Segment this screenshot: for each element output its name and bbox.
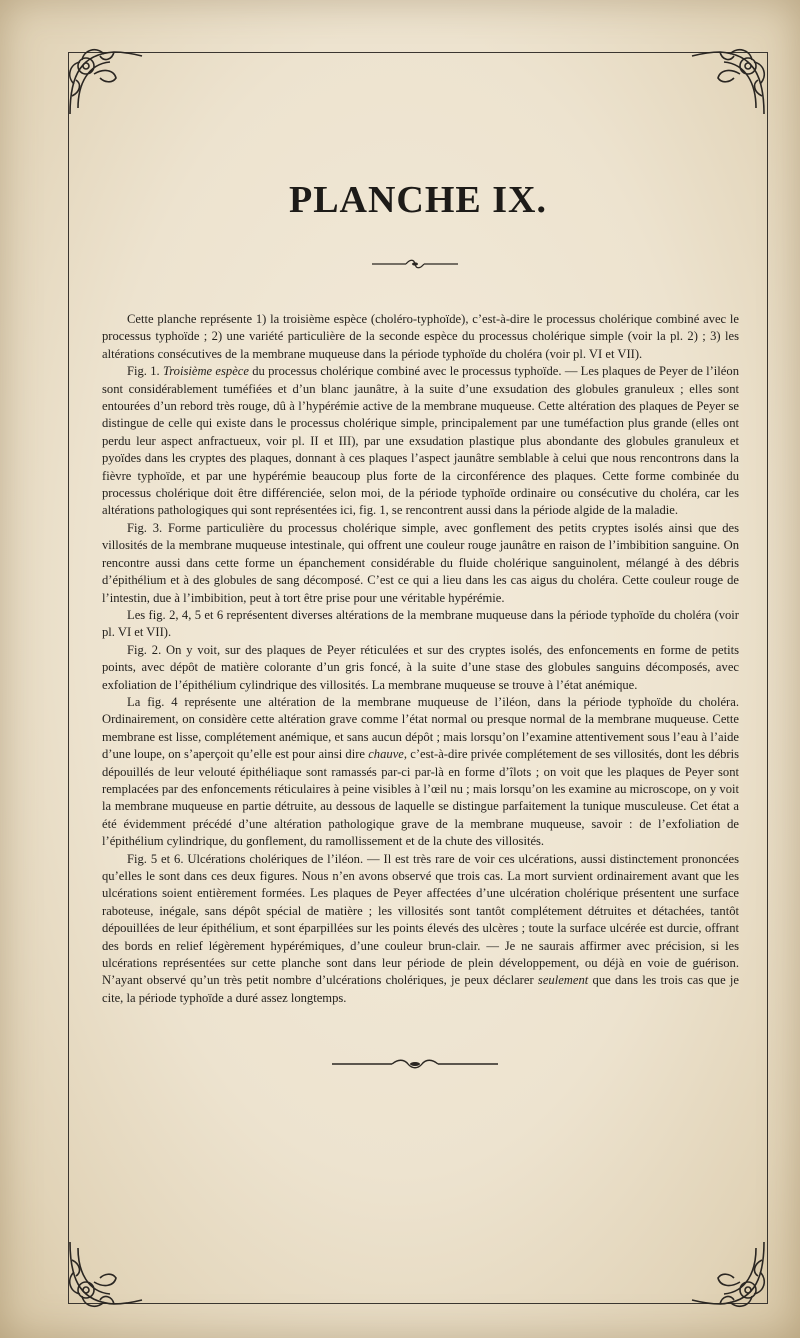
body-paragraph	[102, 694, 739, 851]
paragraph-text: Fig. 2. On y voit, sur des plaques de Peyer réticulées et sur des cryptes isolés, des enfoncements en forme de petits points, avec dépôt de matière colorante d’un gris foncé, à la suite d’une stase des globules sanguins décomposés, avec exfoliation de l’épithélium cylindrique des villosités. La membrane muqueuse se trouve à l’état anémique.	[102, 642, 739, 692]
body-paragraph	[102, 642, 739, 694]
body-text	[102, 311, 739, 1007]
paragraph-text: que dans les trois cas que je cite, la période typhoïde a duré assez longtemps.	[102, 973, 740, 1005]
paragraph-text: du processus cholérique combiné avec le processus typhoïde. — Les plaques de Peyer de l’iléon sont considérablement tuméfiées et d’un blanc jaunâtre, à la suite d’une exsudation des globules granuleux ; elles sont entourées d’un rebord très rouge, dû à l’hypérémie active de la membrane muqueuse. Cette altération des plaques de Peyer se distingue de celle qui existe dans le processus cholérique simple, principalement par une tuméfaction plus grande (elles ont perdu leur aspect anfractueux, voir pl. II et III), par une exsudation plastique plus abondante des globules granuleux et pyoïdes dans les cryptes des plaques, donnant à ces plaques l’aspect jaunâtre semblable à celui que nous rencontrons dans la fièvre typhoïde, et par une hypérémie beaucoup plus forte de la circonférence des plaques. Cette forme combinée du processus cholérique doit être différenciée, selon moi, de la période typhoïde ordinaire ou consécutive du choléra, car les altérations pathologiques qui sont représentées ici, fig. 1, se rencontrent aussi dans la période algide de la maladie.	[102, 364, 739, 518]
title-rule-ornament	[370, 258, 460, 270]
paragraph-text: Les fig. 2, 4, 5 et 6 représentent diverses altérations de la membrane muqueuse dans la période typhoïde du choléra (voir pl. VI et VII).	[102, 607, 739, 640]
emphasis-text: chauve	[368, 747, 404, 762]
paragraph-text: Fig. 3. Forme particulière du processus cholérique simple, avec gonflement des petits cryptes isolés ainsi que des villosités de la membrane muqueuse intestinale, qui offrent une couleur rouge jaunâtre en raison de l’imbibition sanguine. On rencontre aussi dans cette forme un épanchement considérable du fluide cholérique sanguinolent, mélangé à des débris d’épithélium et à des globules de sang décomposé. C’est ce qui a lieu dans les cas aigus du choléra. Cette couleur rouge de l’intestin, due à l’imbibition, peut à tort être prise pour une véritable hypérémie.	[102, 520, 739, 605]
body-paragraph	[102, 363, 739, 520]
paragraph-text: Cette planche représente 1) la troisième espèce (choléro-typhoïde), c’est-à-dire le processus cholérique combiné avec le processus typhoïde ; 2) une variété particulière de la seconde espèce du processus cholérique simple (voir la pl. 2) ; 3) les altérations consécutives de la membrane muqueuse dans la période typhoïde du choléra (voir pl. VI et VII).	[102, 312, 739, 361]
paragraph-text: La fig. 4 représente une altération de la membrane muqueuse de l’iléon, dans la période typhoïde du choléra. Ordinairement, on considère cette altération grave comme l’état normal ou presque normal de la membrane muqueuse. Cette membrane est lisse, complétement anémique, et sans aucun dépôt ; mais lorsqu’on l’examine attentivement sous l’eau à l’aide d’une loupe, on s’aperçoit qu’elle est pour ainsi dire	[102, 694, 739, 762]
paragraph-text: Fig. 5 et 6. Ulcérations cholériques de l’iléon. — Il est très rare de voir ces ulcérations, aussi distinctement prononcées qu’elles le sont dans ces deux figures. Nous n’en avons observé que trois cas. La mort survient ordinairement avant que les ulcérations soient entièrement formées. Les plaques de Peyer affectées d’une ulcération cholérique présentent une surface raboteuse, inégale, sans dépôt spécial de matière ; les villosités sont tantôt complétement détruites et détachées, tantôt dépouillées de leur épithélium, et sont éparpillées sur les points élevés des ulcères ; toute la surface ulcérée est durcie, offrant des bords en relief légèrement hypérémiques, d’une couleur brun-clair. — Je ne saurais affirmer avec précision, si les ulcérations représentées sur cette planche sont dans leur période de plein développement, ou déjà en voie de guérison. N’ayant observé qu’un très petit nombre d’ulcérations cholériques, je peux déclarer	[102, 851, 739, 988]
emphasis-text: seulement	[537, 973, 589, 988]
paragraph-text: Fig. 1.	[127, 364, 163, 379]
body-paragraph	[102, 311, 739, 363]
body-paragraph	[102, 520, 739, 607]
body-paragraph	[102, 607, 739, 642]
corner-flourish-top-left	[64, 44, 144, 124]
page-title: PLANCHE IX.	[288, 179, 548, 221]
end-rule-ornament	[330, 1058, 500, 1070]
emphasis-text: Troisième espèce	[162, 364, 249, 379]
corner-flourish-bottom-left	[64, 1232, 144, 1312]
corner-flourish-bottom-right	[690, 1232, 770, 1312]
corner-flourish-top-right	[690, 44, 770, 124]
paragraph-text: , c’est-à-dire privée complétement de ses villosités, dont les débris dépouillés de leur velouté épithéliaque sont ramassés par-ci par-là en forme d’îlots ; on voit que les plaques de Peyer sont remplacées par des enfoncements réticulaires à peine visibles à l’œil nu ; mais lorsqu’on les examine au microscope, on y voit la membrane muqueuse en partie détruite, au dessous de laquelle se distingue parfaitement la tunique musculeuse. Cet état a été évidemment précédé d’une altération pathologique grave de la membrane muqueuse, savoir : de l’exfoliation de l’épithélium cylindrique, du gonflement, du ramollissement et de la chute des villosités.	[102, 747, 739, 849]
body-paragraph	[102, 851, 739, 1008]
